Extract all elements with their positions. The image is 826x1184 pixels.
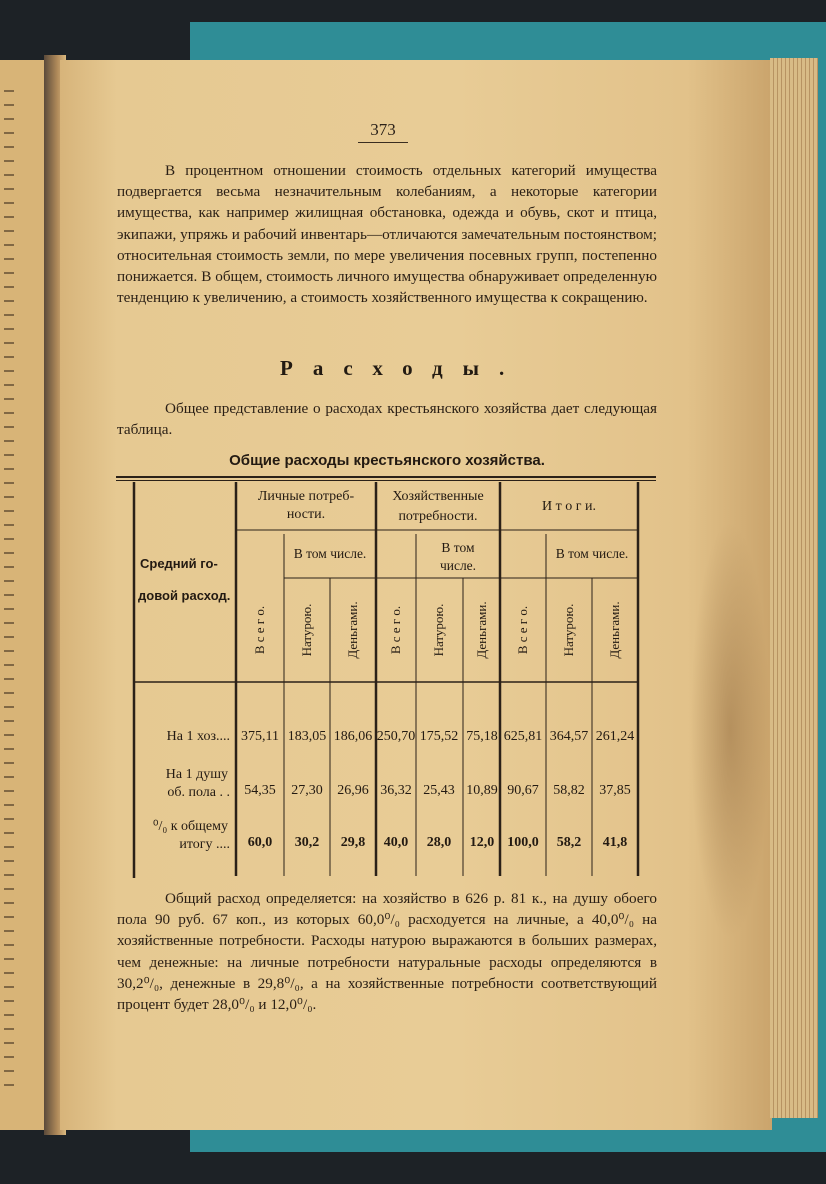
- table-cell: 364,57: [549, 729, 589, 744]
- section-heading: Расходы.: [280, 356, 525, 380]
- table-cell: 100,0: [507, 835, 539, 850]
- paragraph-property: [117, 160, 657, 308]
- group-household-line2: потребности.: [398, 509, 478, 524]
- table-cell: 186,06: [333, 729, 373, 744]
- table-title: Общие расходы крестьянского хозяйства.: [229, 452, 545, 469]
- table-cell: 25,43: [423, 783, 455, 798]
- table-cell: 10,89: [466, 783, 498, 798]
- column-header: В с е г о.: [252, 605, 267, 655]
- group-totals: И т о г и.: [542, 499, 596, 514]
- table-cell: 28,0: [426, 835, 452, 850]
- row-header-line2: довой расход.: [138, 588, 231, 603]
- group-personal-line2: ности.: [286, 507, 326, 522]
- subgroup-personal: В том числе.: [293, 546, 367, 561]
- table-cell: 625,81: [503, 729, 543, 744]
- table-cell: 90,67: [507, 783, 539, 798]
- table-cell: 75,18: [466, 729, 498, 744]
- paragraph-intro: [117, 398, 657, 440]
- column-header: В с е г о.: [515, 605, 530, 655]
- column-header: Деньгами.: [607, 601, 622, 659]
- column-header: Натурою.: [561, 603, 576, 657]
- table-cell: 58,82: [553, 783, 585, 798]
- table-cell: 30,2: [294, 835, 320, 850]
- table-cell: 250,70: [376, 729, 416, 744]
- table-cell: 27,30: [291, 783, 323, 798]
- row-label: На 1 душу: [165, 767, 228, 782]
- column-header: Натурою.: [431, 603, 446, 657]
- paragraph-text: Общее представление о расходах крестьянского хозяйства дает следующая таблица.: [117, 400, 657, 439]
- table-cell: 261,24: [595, 729, 635, 744]
- table-cell: 36,32: [380, 783, 412, 798]
- column-header: Деньгами.: [474, 601, 489, 659]
- row-label: об. пола . .: [167, 785, 230, 800]
- row-header-line1: Средний го-: [140, 556, 218, 571]
- row-label: На 1 хоз....: [166, 729, 230, 744]
- group-household-line1: Хозяйственные: [392, 489, 484, 504]
- row-label: ⁰/₀ к общему: [152, 819, 228, 834]
- subgroup-totals: В том числе.: [555, 546, 629, 561]
- group-personal-line1: Личные потреб-: [257, 489, 355, 504]
- subgroup-household-line2: числе.: [439, 558, 477, 573]
- table-cell: 37,85: [599, 783, 631, 798]
- table-cell: 375,11: [241, 729, 279, 744]
- table-cell: 60,0: [247, 835, 273, 850]
- table-cell: 175,52: [419, 729, 459, 744]
- table-cell: 183,05: [287, 729, 327, 744]
- table-cell: 40,0: [383, 835, 409, 850]
- column-header: Деньгами.: [345, 601, 360, 659]
- paragraph-text: Общий расход определяется: на хозяйство в 626 р. 81 к., на душу обоего пола 90 руб. 67 коп., из которых 60,0⁰/₀ расходуется на личные, а 40,0⁰/₀ на хозяйственные потребности. Расходы натурою выражаются в больших размерах, чем денежные: на личные потребности натуральные расходы определяются в 30,2⁰/₀, денежные в 29,8⁰/₀, а на хозяйственные потребности соответствующий процент будет 28,0⁰/₀ и 12,0⁰/₀.: [117, 890, 657, 1014]
- table-cell: 58,2: [556, 835, 582, 850]
- page-stain: [690, 520, 770, 940]
- column-header: Натурою.: [299, 603, 314, 657]
- row-label: итогу ....: [179, 837, 230, 852]
- table-cell: 26,96: [337, 783, 369, 798]
- page-number: 373: [358, 120, 408, 143]
- subgroup-household-line1: В том: [441, 540, 475, 555]
- expenses-table: [116, 478, 656, 878]
- table-cell: 29,8: [340, 835, 366, 850]
- column-header: В с е г о.: [388, 605, 403, 655]
- table-cell: 54,35: [244, 783, 276, 798]
- paragraph-summary: [117, 888, 657, 1015]
- page-edges: [770, 58, 818, 1118]
- table-cell: 41,8: [602, 835, 628, 850]
- paragraph-text: В процентном отношении стоимость отдельных категорий имущества подвергается весьма незначительным колебаниям, а некоторые категории имущества, как например жилищная обстановка, одежда и обувь, скот и птица, экипажи, упряжь и рабочий инвентарь—отличаются замечательным постоянством; относительная стоимость земли, по мере увеличения посевных групп, постепенно понижается. В общем, стоимость личного имущества обнаруживает определенную тенденцию к увеличению, а стоимость хозяйственного имущества к сокращению.: [117, 162, 657, 307]
- table-cell: 12,0: [469, 835, 495, 850]
